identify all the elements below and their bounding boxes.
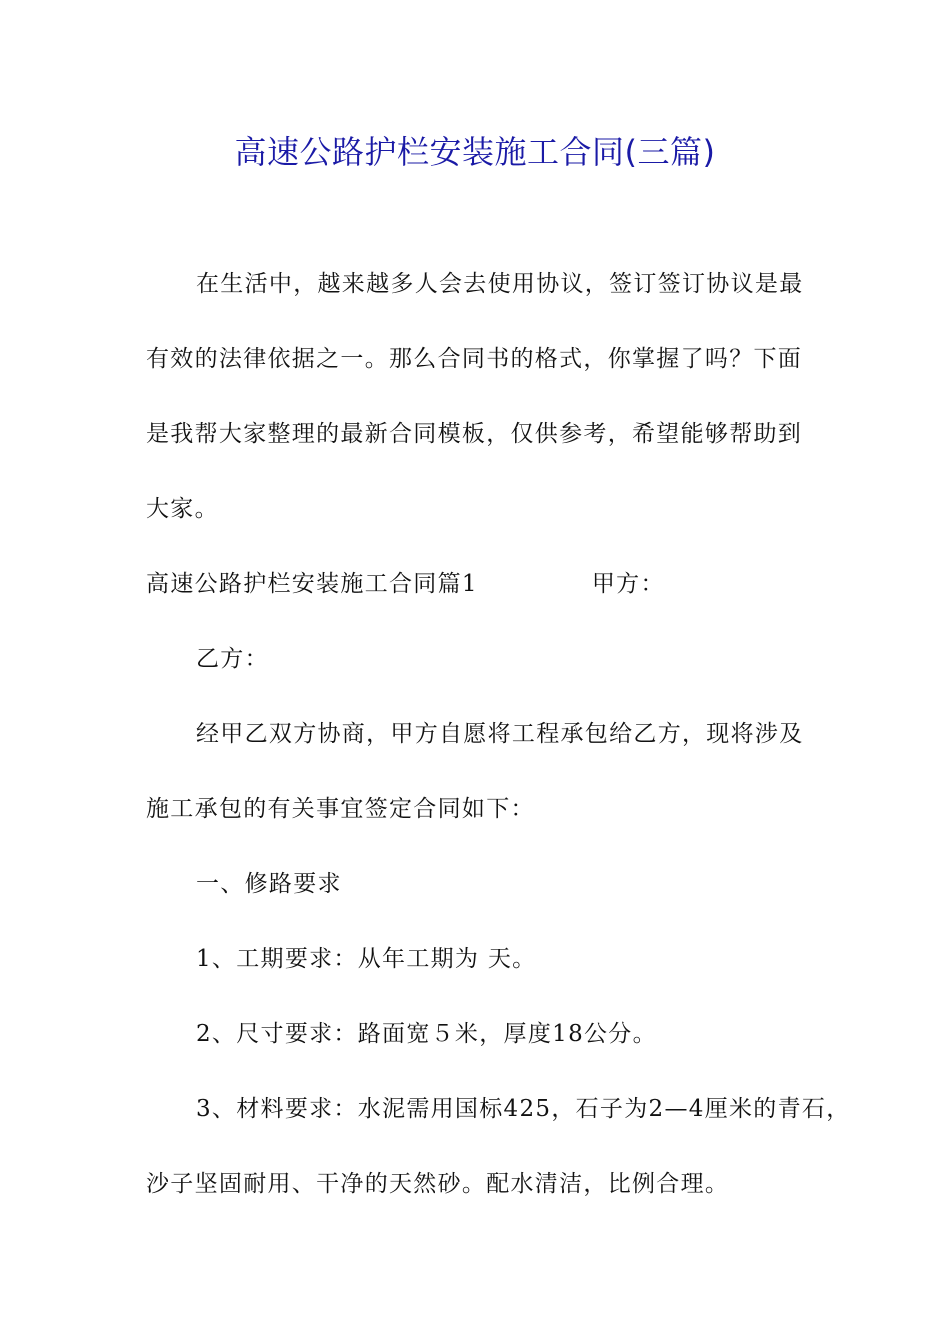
party-b-label: 乙方： xyxy=(196,646,269,672)
intro-line-3: 是我帮大家整理的最新合同模板，仅供参考，希望能够帮助到 xyxy=(146,421,803,447)
item-1: 1、工期要求：从年工期为 天。 xyxy=(196,946,537,972)
agreement-line-1: 经甲乙双方协商，甲方自愿将工程承包给乙方，现将涉及 xyxy=(196,721,804,747)
agreement-line-2: 施工承包的有关事宜签定合同如下： xyxy=(146,796,535,822)
section-heading: 高速公路护栏安装施工合同篇1 xyxy=(146,571,478,597)
item-2: 2、尺寸要求：路面宽５米，厚度18公分。 xyxy=(196,1021,657,1047)
party-a-label: 甲方： xyxy=(591,571,665,597)
document-title: 高速公路护栏安装施工合同(三篇) xyxy=(234,133,716,171)
intro-line-2: 有效的法律依据之一。那么合同书的格式，你掌握了吗？下面 xyxy=(146,346,803,372)
clause-heading: 一、修路要求 xyxy=(196,871,342,897)
intro-line-1: 在生活中，越来越多人会去使用协议，签订签订协议是最 xyxy=(196,271,804,297)
intro-line-4: 大家。 xyxy=(146,496,219,522)
item-3-line-1: 3、材料要求：水泥需用国标425，石子为2—4厘米的青石， xyxy=(196,1096,851,1122)
item-3-line-2: 沙子坚固耐用、干净的天然砂。配水清洁，比例合理。 xyxy=(146,1171,730,1197)
section-heading-row xyxy=(146,568,665,600)
